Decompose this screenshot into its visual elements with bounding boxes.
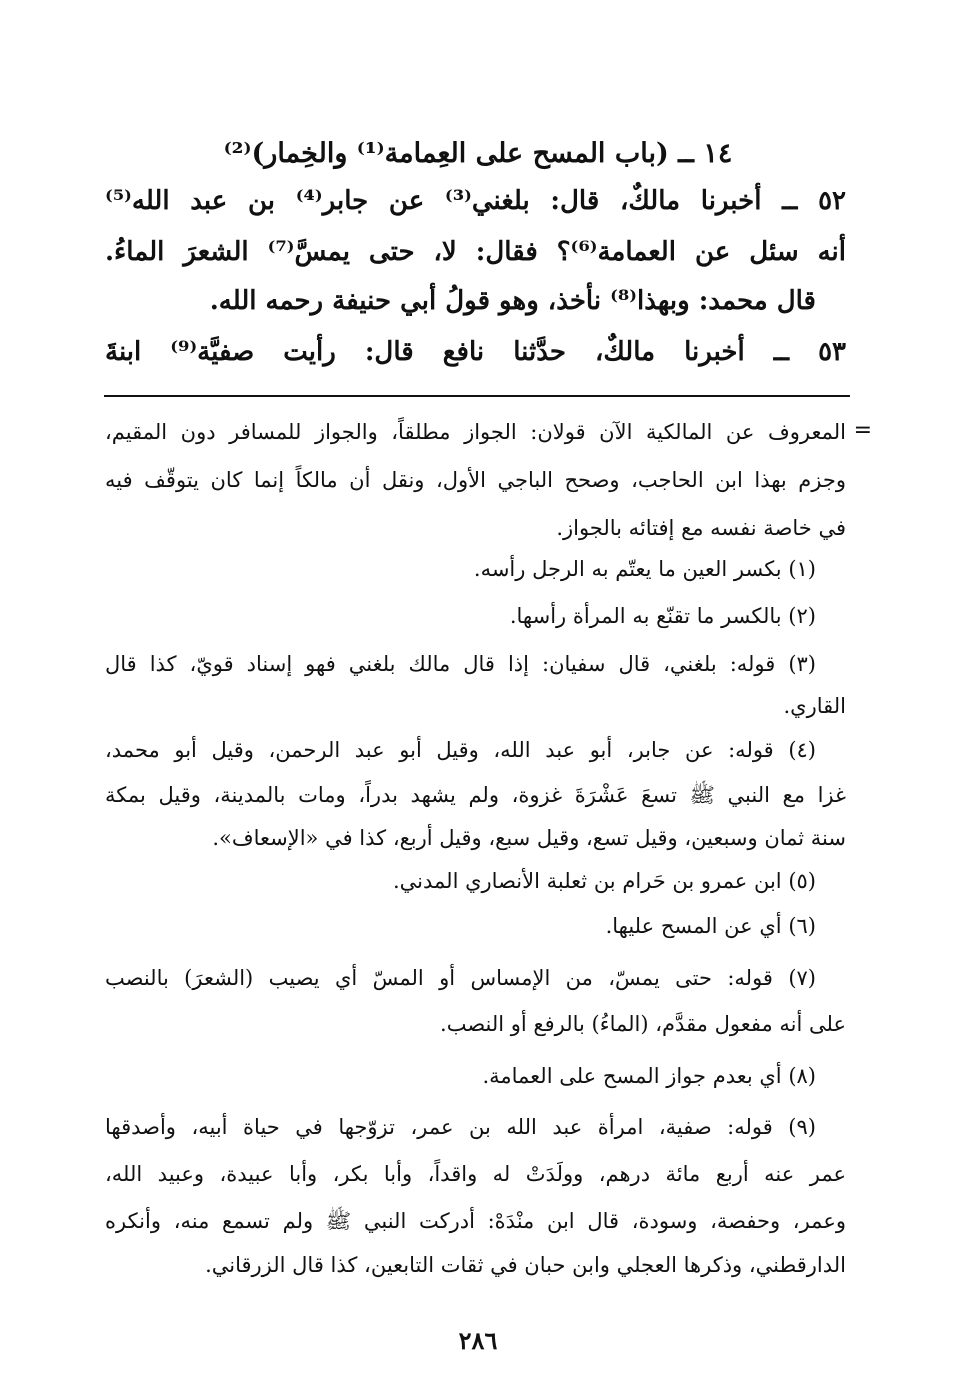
footnote-3-line-1: (٣) قوله: بلغني، قال سفيان: إذا قال مالك بلغني فهو إسناد قويّ، كذا قال — [105, 652, 816, 676]
footnote-7-line-2: على أنه مفعول مقدَّم، (الماءُ) بالرفع أو النصب. — [440, 1012, 846, 1036]
footnote-9-line-4: الدارقطني، وذكرها العجلي وابن حبان في ثقات التابعين، كذا قال الزرقاني. — [205, 1253, 846, 1277]
footnote-5: (٥) ابن عمرو بن حَرام بن ثعلبة الأنصاري المدني. — [393, 869, 816, 893]
footnote-continued-line-2: وجزم بهذا ابن الحاجب، وصحح الباجي الأول، ونقل أن مالكاً إنما كان يتوقّف فيه — [105, 468, 846, 492]
muhammad-comment-line: قال محمد: وبهذا⁽⁸⁾ نأخذ، وهو قولُ أبي حنيفة رحمه الله. — [209, 286, 816, 316]
footnote-2: (٢) بالكسر ما تقنّع به المرأة رأسها. — [509, 604, 816, 628]
hadith-52-line-1: ٥٢ ــ أخبرنا مالكٌ، قال: بلغني⁽³⁾ عن جابر⁽⁴⁾ بن عبد الله⁽⁵⁾ — [105, 186, 847, 216]
page-number: ٢٨٦ — [458, 1326, 498, 1355]
hadith-53-line-1: ٥٣ ــ أخبرنا مالكٌ، حدَّثنا نافع قال: رأيت صفيَّة⁽⁹⁾ ابنةَ — [105, 337, 846, 367]
footnote-8: (٨) أي بعدم جواز المسح على العمامة. — [482, 1064, 816, 1088]
footnote-4-line-3: سنة ثمان وسبعين، وقيل تسع، وقيل سبع، وقيل أربع، كذا في «الإسعاف». — [212, 826, 846, 850]
hadith-52-line-2: أنه سئل عن العمامة⁽⁶⁾؟ فقال: لا، حتى يمسَّ⁽⁷⁾ الشعرَ الماءُ. — [105, 237, 847, 267]
footnote-4-line-1: (٤) قوله: عن جابر، أبو عبد الله، وقيل أبو عبد الرحمن، وقيل أبو محمد، — [105, 738, 816, 762]
footnote-3-line-2: القاري. — [783, 694, 846, 718]
footnote-continued-line-3: في خاصة نفسه مع إفتائه بالجواز. — [556, 516, 846, 540]
footnote-4-line-2: غزا مع النبي ﷺ تسعَ عَشْرَةَ غزوة، ولم يشهد بدراً، ومات بالمدينة، وقيل بمكة — [105, 783, 846, 807]
footnote-6: (٦) أي عن المسح عليها. — [605, 914, 816, 938]
footnote-9-line-1: (٩) قوله: صفية، امرأة عبد الله بن عمر، تزوّجها في حياة أبيه، وأصدقها — [105, 1115, 816, 1139]
footnote-separator — [104, 395, 850, 397]
footnote-9-line-3: وعمر، وحفصة، وسودة، قال ابن منْدَهْ: أدركت النبي ﷺ ولم تسمع منه، وأنكره — [105, 1209, 846, 1233]
footnote-7-line-1: (٧) قوله: حتى يمسّ، من الإمساس أو المسّ أي يصيب (الشعرَ) بالنصب — [105, 966, 816, 990]
footnote-continuation-mark: = — [853, 418, 872, 443]
chapter-heading: ١٤ ــ (باب المسح على العِمامة⁽¹⁾ والخِمار)⁽²⁾ — [223, 138, 733, 169]
footnote-continued-line-1: المعروف عن المالكية الآن قولان: الجواز مطلقاً، والجواز للمسافر دون المقيم، — [105, 420, 846, 444]
footnote-1: (١) بكسر العين ما يعتّم به الرجل رأسه. — [473, 557, 816, 581]
footnote-9-line-2: عمر عنه أربع مائة درهم، وولَدَتْ له واقداً، وأبا بكر، وأبا عبيدة، وعبيد الله، — [105, 1162, 846, 1186]
